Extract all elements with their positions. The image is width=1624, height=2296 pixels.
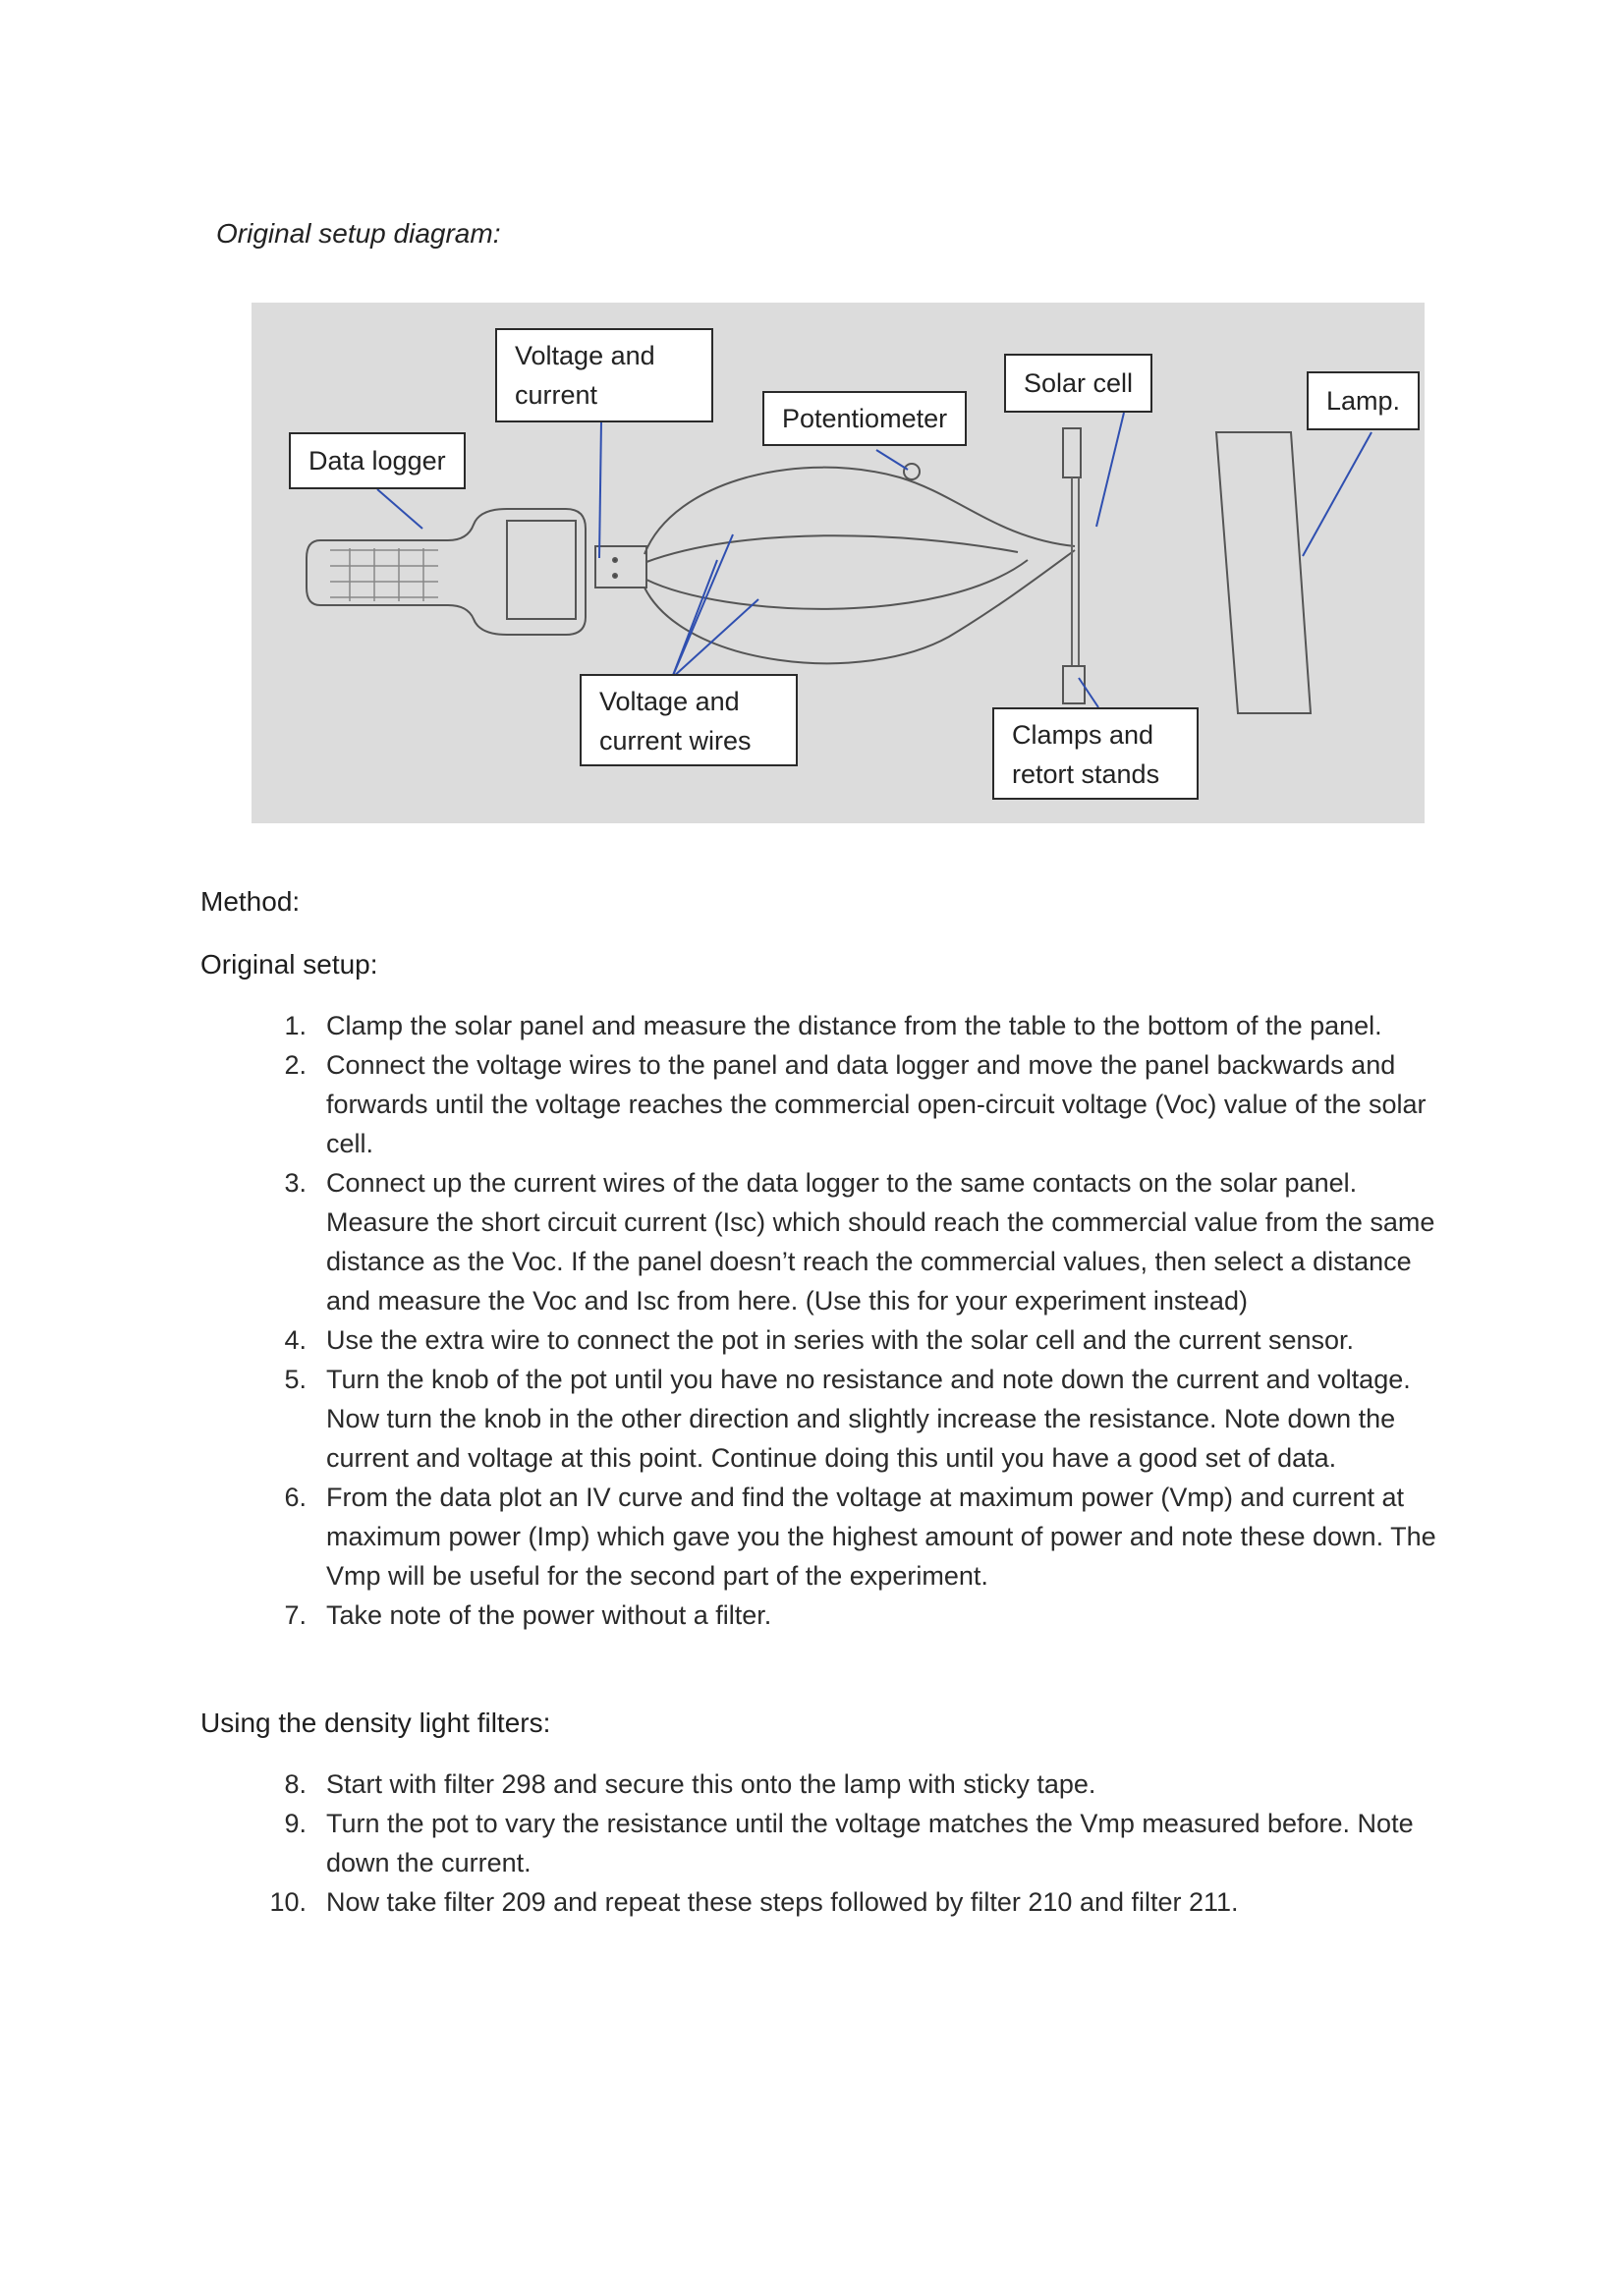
list-item: [265, 1764, 1456, 1804]
list-item: [265, 1360, 1456, 1478]
step-number: 4.: [284, 1325, 307, 1355]
label-wires-line2: current wires: [599, 726, 752, 756]
method-heading: Method:: [200, 886, 301, 917]
step-text: Turn the pot to vary the resistance until the voltage matches the Vmp measured before. Note down the current.: [326, 1809, 1414, 1877]
filter-steps-list: [265, 1764, 1456, 1922]
wire-loop-upper: [644, 468, 1075, 554]
list-item: [265, 1045, 1456, 1163]
step-text: Start with filter 298 and secure this onto the lamp with sticky tape.: [326, 1769, 1096, 1799]
list-item: [265, 1804, 1456, 1882]
data-logger-keypad: [330, 548, 438, 601]
step-number: 2.: [284, 1050, 307, 1080]
label-wires: [580, 674, 798, 766]
label-clamps-line1: Clamps and: [1012, 720, 1154, 750]
wire-loop-middle: [646, 535, 1018, 562]
label-solar-cell: Solar cell: [1004, 354, 1152, 413]
setup-diagram: [252, 303, 1425, 823]
potentiometer-sketch: [904, 464, 920, 479]
label-voltage-current-line1: Voltage and: [515, 341, 655, 370]
step-number: 3.: [284, 1168, 307, 1198]
step-text: Take note of the power without a filter.: [326, 1600, 772, 1630]
data-logger-screen: [507, 521, 576, 619]
step-text: Connect up the current wires of the data logger to the same contacts on the solar panel. Measure the short circuit current (Isc) which should reach the commercial value from the same distance as the Voc. If the panel doesn’t reach the commercial values, then select a distance and measure the Voc and Isc from here. (Use this for your experiment instead): [326, 1168, 1435, 1316]
list-item: [265, 1882, 1456, 1922]
diagram-drawing: [252, 303, 1425, 823]
label-data-logger: Data logger: [289, 432, 466, 489]
filters-heading: Using the density light filters:: [200, 1708, 551, 1738]
label-voltage-current: [495, 328, 713, 422]
step-number: 10.: [269, 1887, 307, 1917]
list-item: [265, 1596, 1456, 1635]
list-item: [265, 1006, 1456, 1045]
diagram-caption: Original setup diagram:: [216, 218, 501, 249]
data-logger-sketch: [307, 509, 586, 635]
label-potentiometer: Potentiometer: [762, 391, 967, 446]
connector-sketch: [595, 546, 646, 588]
step-number: 8.: [284, 1769, 307, 1799]
step-number: 9.: [284, 1809, 307, 1838]
step-text: Connect the voltage wires to the panel and data logger and move the panel backwards and forwards until the voltage reaches the commercial open-circuit voltage (Voc) value of the solar cell.: [326, 1050, 1427, 1158]
step-text: Now take filter 209 and repeat these steps followed by filter 210 and filter 211.: [326, 1887, 1239, 1917]
label-voltage-current-line2: current: [515, 380, 598, 410]
step-number: 6.: [284, 1483, 307, 1512]
original-setup-heading: Original setup:: [200, 949, 378, 980]
original-steps-list: [265, 1006, 1456, 1635]
label-clamps: [992, 707, 1199, 800]
step-number: 7.: [284, 1600, 307, 1630]
step-text: Turn the knob of the pot until you have no resistance and note down the current and voltage. Now turn the knob in the other direction and slightly increase the resistance. Note down the current and voltage at this point. Continue doing this until you have a good set of data.: [326, 1365, 1411, 1473]
wire-loop-bottom: [644, 550, 1075, 663]
label-lamp: Lamp.: [1307, 371, 1420, 430]
list-item: [265, 1320, 1456, 1360]
step-text: From the data plot an IV curve and find the voltage at maximum power (Vmp) and current at maximum power (Imp) which gave you the highest amount of power and note these down. The Vmp will be useful for the second part of the experiment.: [326, 1483, 1436, 1591]
label-clamps-line2: retort stands: [1012, 759, 1160, 789]
solar-cell-sketch: [1063, 428, 1081, 477]
list-item: [265, 1478, 1456, 1596]
clamp-sketch: [1063, 666, 1085, 703]
step-number: 1.: [284, 1011, 307, 1040]
step-text: Clamp the solar panel and measure the distance from the table to the bottom of the panel.: [326, 1011, 1382, 1040]
label-wires-line1: Voltage and: [599, 687, 740, 716]
list-item: [265, 1163, 1456, 1320]
lamp-sketch: [1216, 432, 1311, 713]
step-text: Use the extra wire to connect the pot in series with the solar cell and the current sensor.: [326, 1325, 1355, 1355]
step-number: 5.: [284, 1365, 307, 1394]
